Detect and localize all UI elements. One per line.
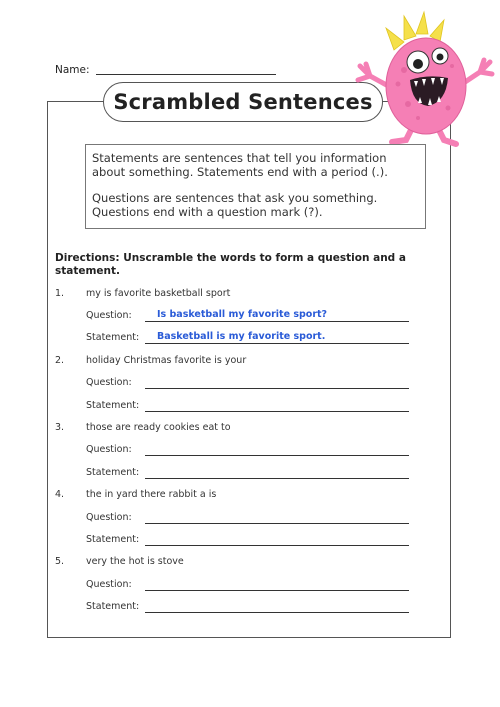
- question-label: Question:: [86, 512, 132, 523]
- statement-label: Statement:: [86, 534, 140, 545]
- statement-answer-line[interactable]: [145, 612, 409, 613]
- statement-label: Statement:: [86, 400, 140, 411]
- title-banner: [103, 82, 383, 122]
- name-field-line[interactable]: [96, 74, 276, 75]
- question-answer-line[interactable]: [145, 523, 409, 524]
- question-answer-line[interactable]: [145, 388, 409, 389]
- question-answer-line[interactable]: [145, 590, 409, 591]
- question-label: Question:: [86, 310, 132, 321]
- question-label: Question:: [86, 579, 132, 590]
- statement-answer-line[interactable]: [145, 411, 409, 412]
- item-number: 4.: [55, 489, 65, 500]
- statement-answer: Basketball is my favorite sport.: [157, 331, 326, 342]
- question-answer: Is basketball my favorite sport?: [157, 309, 328, 320]
- statement-row: [86, 601, 416, 615]
- scrambled-words: holiday Christmas favorite is your: [86, 355, 247, 366]
- question-row: [86, 512, 416, 526]
- statement-row: [86, 534, 416, 548]
- name-label: Name:: [55, 64, 90, 76]
- question-label: Question:: [86, 377, 132, 388]
- statement-answer-line[interactable]: [145, 545, 409, 546]
- question-label: Question:: [86, 444, 132, 455]
- questions-definition: Questions are sentences that ask you something. Questions end with a question mark (?).: [92, 191, 378, 219]
- statement-row: [86, 332, 416, 346]
- question-row: [86, 377, 416, 391]
- item-number: 3.: [55, 422, 65, 433]
- scrambled-words: those are ready cookies eat to: [86, 422, 231, 433]
- monster-mascot-icon: [352, 10, 500, 150]
- scrambled-words: the in yard there rabbit a is: [86, 489, 217, 500]
- statement-label: Statement:: [86, 467, 140, 478]
- statement-answer-line[interactable]: [145, 343, 409, 344]
- statement-label: Statement:: [86, 601, 140, 612]
- info-box: [85, 144, 426, 229]
- directions-text: Directions: Unscramble the words to form a question and a statement.: [55, 252, 406, 277]
- page-title: Scrambled Sentences: [113, 90, 373, 114]
- statements-definition: Statements are sentences that tell you information about something. Statements end with a period (.).: [92, 151, 388, 179]
- statement-label: Statement:: [86, 332, 140, 343]
- question-row: [86, 310, 416, 324]
- question-answer-line[interactable]: [145, 455, 409, 456]
- question-row: [86, 444, 416, 458]
- question-answer-line[interactable]: [145, 321, 409, 322]
- statement-row: [86, 400, 416, 414]
- scrambled-words: very the hot is stove: [86, 556, 184, 567]
- statement-row: [86, 467, 416, 481]
- statement-answer-line[interactable]: [145, 478, 409, 479]
- item-number: 5.: [55, 556, 65, 567]
- item-number: 1.: [55, 288, 65, 299]
- item-number: 2.: [55, 355, 65, 366]
- question-row: [86, 579, 416, 593]
- scrambled-words: my is favorite basketball sport: [86, 288, 231, 299]
